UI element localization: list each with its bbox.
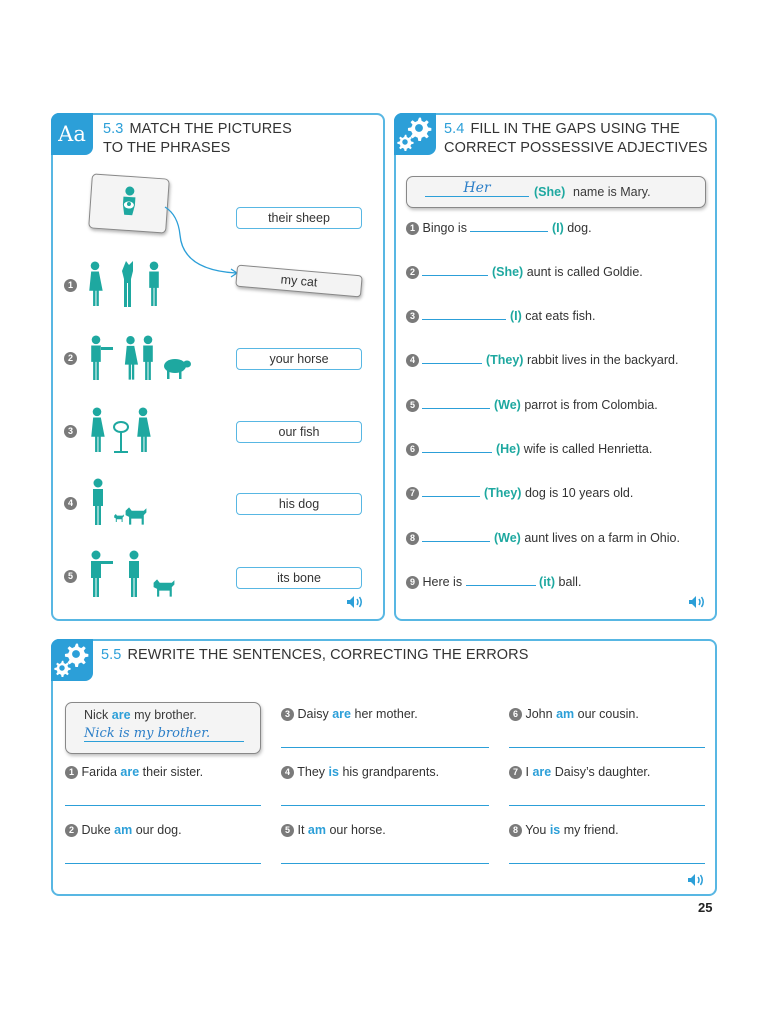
answer-line[interactable] xyxy=(65,863,261,864)
gear-icon xyxy=(53,641,91,679)
item-number: 3 xyxy=(64,425,77,438)
page-number: 25 xyxy=(698,900,713,915)
example-rest: name is Mary. xyxy=(573,185,651,199)
title-line1: FILL IN THE GAPS USING THE xyxy=(470,121,680,137)
answer-gap[interactable] xyxy=(422,396,490,409)
answer-gap[interactable] xyxy=(422,351,482,364)
title-line2: TO THE PHRASES xyxy=(103,140,231,156)
answer-gap[interactable] xyxy=(422,307,506,320)
phrase-box[interactable]: our fish xyxy=(236,421,362,443)
answer-gap[interactable] xyxy=(422,440,492,453)
speaker-icon[interactable] xyxy=(687,873,705,887)
answer-line[interactable] xyxy=(509,747,705,748)
error-sentence: 8 You is my friend. xyxy=(509,823,619,837)
phrase-box[interactable]: my cat xyxy=(235,265,362,298)
exercise-number: 5.3 xyxy=(103,121,124,137)
gap-item: 8 (We) aunt lives on a farm in Ohio. xyxy=(406,529,680,545)
family-horse-picture xyxy=(87,259,167,313)
man-dog-picture xyxy=(87,475,167,533)
error-sentence: 3 Daisy are her mother. xyxy=(281,707,418,721)
error-sentence: 4 They is his grandparents. xyxy=(281,765,439,779)
exercise-title xyxy=(444,120,708,158)
men-dog-picture xyxy=(87,547,187,605)
answer-line[interactable] xyxy=(281,747,489,748)
error-sentence: 5 It am our horse. xyxy=(281,823,386,837)
phrase-box[interactable]: your horse xyxy=(236,348,362,370)
family-fish-picture xyxy=(87,405,167,459)
answer-gap[interactable] xyxy=(470,219,548,232)
exercise-number: 5.4 xyxy=(444,121,465,137)
answer-line[interactable] xyxy=(281,805,489,806)
item-number: 2 xyxy=(64,352,77,365)
answer-gap[interactable] xyxy=(466,573,536,586)
answer-line[interactable] xyxy=(65,805,261,806)
title-text: REWRITE THE SENTENCES, CORRECTING THE ERRORS xyxy=(127,647,529,663)
title-line1: MATCH THE PICTURES xyxy=(129,121,292,137)
example-cue: (She) xyxy=(534,185,566,199)
gap-item: 7 (They) dog is 10 years old. xyxy=(406,484,633,500)
gap-item: 5 (We) parrot is from Colombia. xyxy=(406,396,658,412)
grammar-badge xyxy=(51,639,93,681)
phrase-box[interactable]: their sheep xyxy=(236,207,362,229)
answer-line[interactable] xyxy=(509,805,705,806)
item-number: 5 xyxy=(64,570,77,583)
example-sentence xyxy=(406,176,706,208)
answer-line[interactable] xyxy=(509,863,705,864)
exercise-5-4-panel xyxy=(394,113,717,621)
example-answer: Nick is my brother. xyxy=(84,726,244,742)
exercise-5-5-panel xyxy=(51,639,717,896)
vocabulary-badge: Aa xyxy=(51,113,93,155)
grammar-badge xyxy=(394,113,436,155)
answer-gap[interactable] xyxy=(422,484,480,497)
error-sentence: 6 John am our cousin. xyxy=(509,707,639,721)
phrase-box[interactable]: his dog xyxy=(236,493,362,515)
gap-item: 3 (I) cat eats fish. xyxy=(406,307,595,323)
gap-item: 6 (He) wife is called Henrietta. xyxy=(406,440,652,456)
answer-gap[interactable] xyxy=(422,529,490,542)
exercise-title xyxy=(101,646,529,665)
gap-item: 2 (She) aunt is called Goldie. xyxy=(406,263,643,279)
gear-icon xyxy=(396,115,434,153)
example-answer: Her xyxy=(425,180,529,197)
error-sentence: 7 I are Daisy’s daughter. xyxy=(509,765,650,779)
family-sheep-picture xyxy=(87,333,197,387)
item-number: 1 xyxy=(64,279,77,292)
example-sentence: Nick are my brother. Nick is my brother. xyxy=(65,702,261,754)
speaker-icon[interactable] xyxy=(346,595,364,609)
gap-item: 1 Bingo is (I) dog. xyxy=(406,219,592,235)
error-sentence: 2 Duke am our dog. xyxy=(65,823,182,837)
phrase-box[interactable]: its bone xyxy=(236,567,362,589)
answer-gap[interactable] xyxy=(422,263,488,276)
answer-line[interactable] xyxy=(281,863,489,864)
gap-item: 4 (They) rabbit lives in the backyard. xyxy=(406,351,678,367)
error-sentence: 1 Farida are their sister. xyxy=(65,765,203,779)
gap-item: 9 Here is (it) ball. xyxy=(406,573,581,589)
exercise-number: 5.5 xyxy=(101,647,122,663)
exercise-5-3-panel xyxy=(51,113,385,621)
speaker-icon[interactable] xyxy=(688,595,706,609)
title-line2: CORRECT POSSESSIVE ADJECTIVES xyxy=(444,140,708,156)
item-number: 4 xyxy=(64,497,77,510)
